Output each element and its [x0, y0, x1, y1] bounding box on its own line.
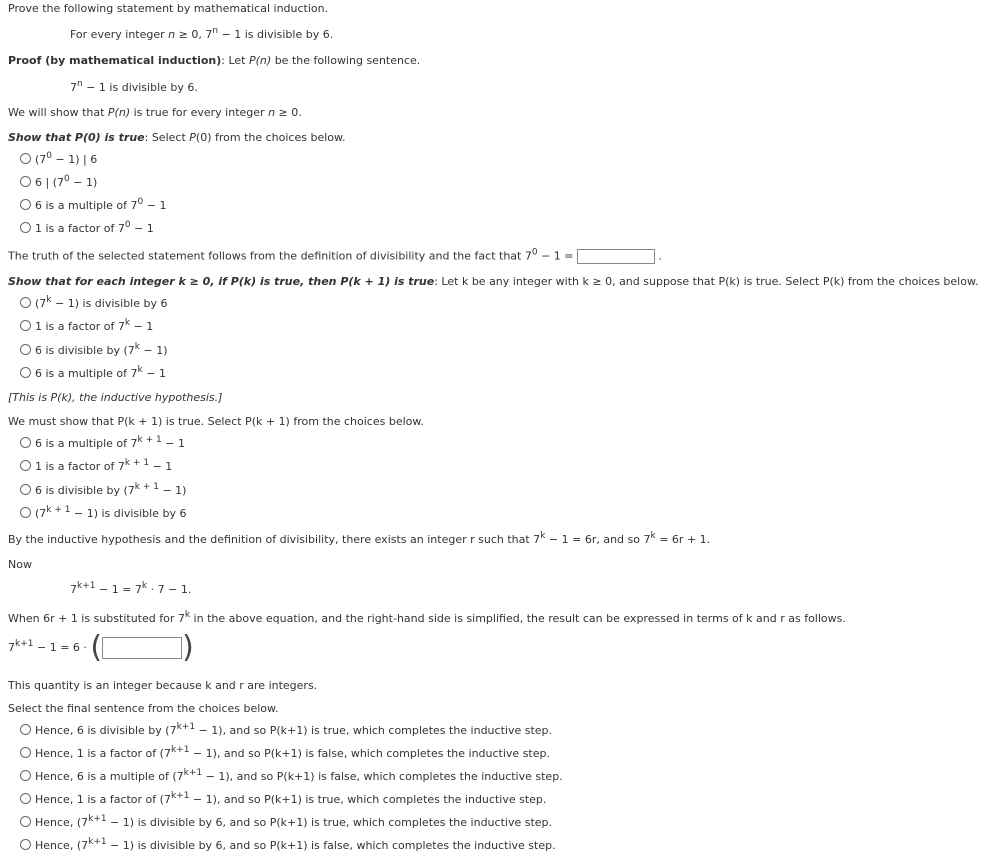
pk-option-3[interactable]: 6 is divisible by $(7^k - 1)$ [20, 344, 167, 358]
radio-button[interactable] [20, 460, 31, 471]
final-option-5[interactable]: Hence, $(7^{k+1} - 1)$ is divisible by 6, and so P(k+1) is true, which completes the inductive step. [20, 816, 552, 830]
pk1-option-3[interactable]: 6 is divisible by $(7^{k + 1} - 1)$ [20, 484, 186, 498]
radio-button[interactable] [20, 507, 31, 518]
now-label: Now [8, 558, 32, 571]
final-option-2[interactable]: Hence, 1 is a factor of $(7^{k+1} - 1)$, and so P(k+1) is false, which completes the inductive step. [20, 747, 550, 761]
radio-button[interactable] [20, 437, 31, 448]
must-show-text: We must show that P(k + 1) is true. Select P(k + 1) from the choices below. [8, 415, 424, 428]
radio-button[interactable] [20, 153, 31, 164]
pn-sentence: $7^n - 1$ is divisible by 6. [70, 79, 198, 94]
proof-heading: Proof (by mathematical induction): Let P(n) be the following sentence. [8, 54, 421, 67]
base-option-2[interactable]: 6 | $(7^0 - 1)$ [20, 176, 97, 190]
radio-button[interactable] [20, 816, 31, 827]
intro-text: Prove the following statement by mathematical induction. [8, 2, 329, 15]
radio-button[interactable] [20, 176, 31, 187]
radio-button[interactable] [20, 297, 31, 308]
final-option-1[interactable]: Hence, 6 is divisible by $(7^{k+1} - 1)$, and so P(k+1) is true, which completes the inductive step. [20, 724, 552, 738]
pk-option-1[interactable]: $(7^k - 1)$ is divisible by 6 [20, 297, 167, 311]
final-prompt: Select the final sentence from the choices below. [8, 702, 279, 715]
base-option-4[interactable]: 1 is a factor of $7^0 - 1$ [20, 222, 154, 236]
radio-button[interactable] [20, 320, 31, 331]
radio-button[interactable] [20, 747, 31, 758]
radio-button[interactable] [20, 839, 31, 850]
radio-button[interactable] [20, 724, 31, 735]
hypothesis-use-text: By the inductive hypothesis and the definition of divisibility, there exists an integer r such that $7^k - 1 = 6r$, and so $7^k = 6r + 1$. [8, 531, 711, 546]
base-answer-input[interactable] [577, 249, 655, 264]
base-option-1[interactable]: $(7^0 - 1)$ | 6 [20, 153, 97, 167]
radio-button[interactable] [20, 367, 31, 378]
radio-button[interactable] [20, 344, 31, 355]
integer-note: This quantity is an integer because k and r are integers. [8, 679, 318, 692]
radio-button[interactable] [20, 199, 31, 210]
expression-answer-input[interactable] [102, 637, 182, 659]
theorem-statement: For every integer n ≥ 0, $7^n - 1$ is divisible by 6. [70, 26, 334, 41]
equation-1: $7^{k+1} - 1 = 7^k \cdot 7 - 1$. [70, 581, 192, 596]
equation-2: $7^{k+1} - 1 = 6$ · ( ) [8, 630, 194, 665]
radio-button[interactable] [20, 484, 31, 495]
substitution-text: When 6r + 1 is substituted for 7$^k$ in the above equation, and the right-hand side is simplified, the result can be expressed in terms of k and r as follows. [8, 610, 846, 625]
pk1-option-1[interactable]: 6 is a multiple of $7^{k + 1} - 1$ [20, 437, 185, 451]
final-option-4[interactable]: Hence, 1 is a factor of $(7^{k+1} - 1)$, and so P(k+1) is true, which completes the inductive step. [20, 793, 546, 807]
pk-option-2[interactable]: 1 is a factor of $7^k - 1$ [20, 320, 153, 334]
pk-option-4[interactable]: 6 is a multiple of $7^k - 1$ [20, 367, 166, 381]
base-case-heading: Show that P(0) is true: Select P(0) from the choices below. [8, 131, 346, 144]
radio-button[interactable] [20, 770, 31, 781]
base-option-3[interactable]: 6 is a multiple of $7^0 - 1$ [20, 199, 166, 213]
base-truth-line: The truth of the selected statement follows from the definition of divisibility and the fact that $7^0 - 1$ = . [8, 247, 662, 263]
pk1-option-4[interactable]: $(7^{k + 1} - 1)$ is divisible by 6 [20, 507, 186, 521]
final-option-3[interactable]: Hence, 6 is a multiple of $(7^{k+1} - 1)$, and so P(k+1) is false, which completes the inductive step. [20, 770, 563, 784]
inductive-step-heading: Show that for each integer k ≥ 0, if P(k) is true, then P(k + 1) is true: Let k be any integer with k ≥ 0, and suppose that P(k) is true. Select P(k) from the choices below. [8, 275, 979, 288]
radio-button[interactable] [20, 222, 31, 233]
pk1-option-2[interactable]: 1 is a factor of $7^{k + 1} - 1$ [20, 460, 172, 474]
final-option-6[interactable]: Hence, $(7^{k+1} - 1)$ is divisible by 6, and so P(k+1) is false, which completes the inductive step. [20, 839, 556, 853]
show-all-text: We will show that P(n) is true for every integer n ≥ 0. [8, 106, 302, 119]
hypothesis-note: [This is P(k), the inductive hypothesis.] [8, 391, 223, 404]
radio-button[interactable] [20, 793, 31, 804]
right-paren: ) [182, 630, 194, 665]
left-paren: ( [90, 630, 103, 665]
